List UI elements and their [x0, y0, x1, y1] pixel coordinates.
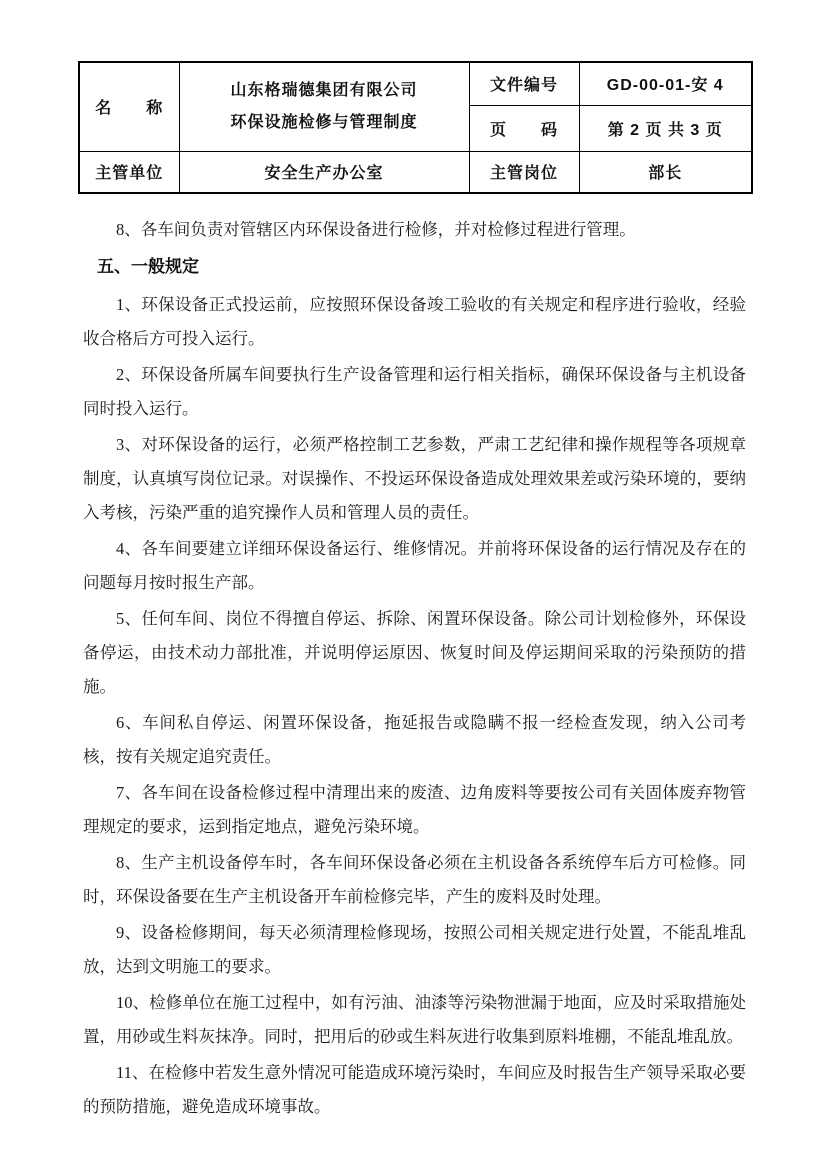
company-name: 山东格瑞德集团有限公司 [230, 81, 418, 99]
document-title-cell [179, 62, 469, 151]
paragraph-item-2: 2、环保设备所属车间要执行生产设备管理和运行相关指标，确保环保设备与主机设备同时投入运行。 [83, 365, 746, 418]
doc-no-value-cell: GD-00-01-安 4 [579, 62, 752, 105]
section-heading: 五、一般规定 [97, 257, 199, 276]
dept-label-cell: 主管单位 [79, 151, 179, 193]
paragraph-item-5: 5、任何车间、岗位不得擅自停运、拆除、闲置环保设备。除公司计划检修外，环保设备停运，由技术动力部批准，并说明停运原因、恢复时间及停运期间采取的污染预防的措施。 [83, 609, 746, 696]
paragraph-item-7: 7、各车间在设备检修过程中清理出来的废渣、边角废料等要按公司有关固体废弃物管理规定的要求，运到指定地点，避免污染环境。 [83, 783, 746, 836]
post-value-cell: 部长 [579, 151, 752, 193]
name-label-cell: 名 称 [79, 62, 179, 151]
paragraph-item-8: 8、生产主机设备停车时，各车间环保设备必须在主机设备各系统停车后方可检修。同时，环保设备要在生产主机设备开车前检修完毕，产生的废料及时处理。 [83, 853, 746, 906]
document-header-table [78, 61, 753, 194]
paragraph-item-11: 11、在检修中若发生意外情况可能造成环境污染时，车间应及时报告生产领导采取必要的预防措施，避免造成环境事故。 [83, 1063, 746, 1116]
paragraph-item-9: 9、设备检修期间，每天必须清理检修现场，按照公司相关规定进行处置，不能乱堆乱放，达到文明施工的要求。 [83, 923, 746, 976]
document-body [83, 213, 746, 1126]
paragraph-item-6: 6、车间私自停运、闲置环保设备，拖延报告或隐瞒不报一经检查发现，纳入公司考核，按有关规定追究责任。 [83, 713, 746, 766]
post-label-cell: 主管岗位 [469, 151, 579, 193]
paragraph-item-3: 3、对环保设备的运行，必须严格控制工艺参数，严肃工艺纪律和操作规程等各项规章制度，认真填写岗位记录。对误操作、不投运环保设备造成处理效果差或污染环境的，要纳入考核，污染严重的追究操作人员和管理人员的责任。 [83, 435, 746, 522]
paragraph-prev-section-item-8: 8、各车间负责对管辖区内环保设备进行检修，并对检修过程进行管理。 [116, 220, 636, 239]
dept-value-cell: 安全生产办公室 [179, 151, 469, 193]
document-title: 环保设施检修与管理制度 [230, 113, 418, 131]
page-value-cell: 第 2 页 共 3 页 [579, 105, 752, 151]
doc-no-label-cell: 文件编号 [469, 62, 579, 105]
paragraph-item-1: 1、环保设备正式投运前，应按照环保设备竣工验收的有关规定和程序进行验收，经验收合格后方可投入运行。 [83, 295, 746, 348]
paragraph-item-10: 10、检修单位在施工过程中，如有污油、油漆等污染物泄漏于地面，应及时采取措施处置，用砂或生料灰抹净。同时，把用后的砂或生料灰进行收集到原料堆棚，不能乱堆乱放。 [83, 993, 746, 1046]
page-label-cell: 页 码 [469, 105, 579, 151]
paragraph-item-4: 4、各车间要建立详细环保设备运行、维修情况。并前将环保设备的运行情况及存在的问题每月按时报生产部。 [83, 539, 746, 592]
